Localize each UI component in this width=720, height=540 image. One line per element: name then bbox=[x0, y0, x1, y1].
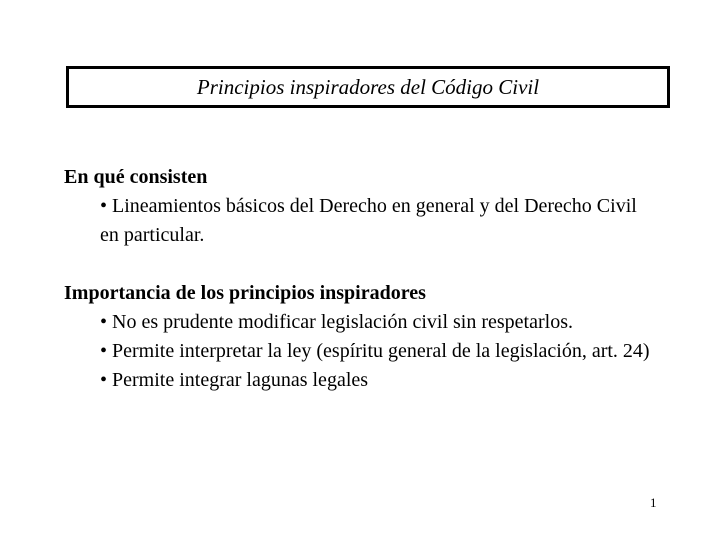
bullet-list bbox=[64, 192, 654, 250]
bullet-item bbox=[100, 366, 654, 395]
bullet-text: Permite integrar lagunas legales bbox=[112, 369, 369, 391]
bullet-text: No es prudente modificar legislación civil sin respetarlos. bbox=[112, 311, 573, 333]
bullet-item bbox=[100, 308, 654, 337]
bullet-icon: • bbox=[100, 195, 108, 217]
section-en-que-consisten bbox=[64, 163, 654, 250]
bullet-item bbox=[100, 337, 654, 366]
bullet-icon: • bbox=[100, 340, 108, 362]
section-heading: Importancia de los principios inspiradores bbox=[64, 282, 426, 304]
page-number: 1 bbox=[650, 495, 657, 510]
slide-title: Principios inspiradores del Código Civil bbox=[196, 74, 540, 99]
slide-content bbox=[64, 163, 654, 395]
bullet-text: Lineamientos básicos del Derecho en general y del Derecho Civil en particular. bbox=[100, 195, 637, 246]
bullet-icon: • bbox=[100, 369, 108, 391]
bullet-list bbox=[64, 308, 654, 395]
section-importancia bbox=[64, 279, 654, 395]
slide-title-box bbox=[66, 66, 670, 108]
section-heading: En qué consisten bbox=[64, 166, 208, 188]
bullet-icon: • bbox=[100, 311, 108, 333]
bullet-item bbox=[100, 192, 654, 250]
bullet-text: Permite interpretar la ley (espíritu general de la legislación, art. 24) bbox=[112, 340, 650, 362]
